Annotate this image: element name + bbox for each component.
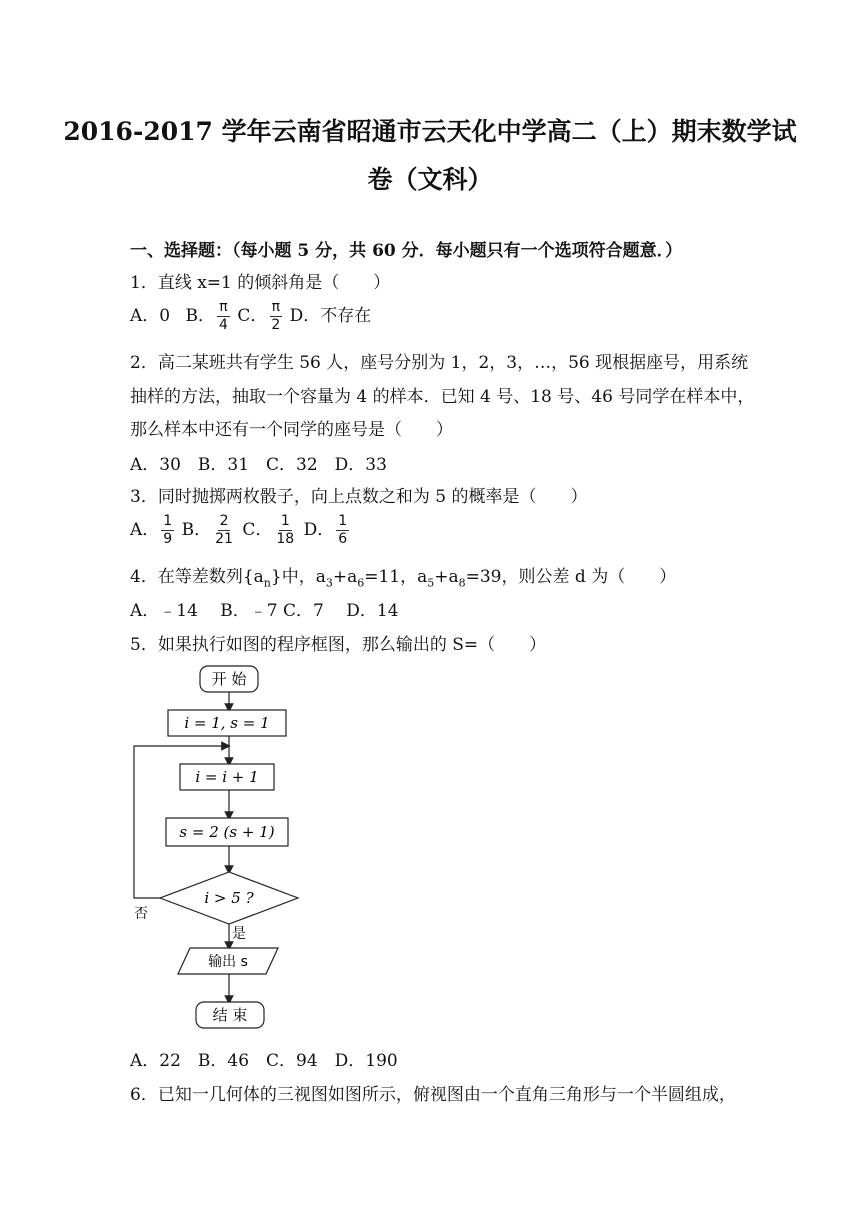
q4-sub-6: 6 (357, 576, 365, 590)
q4-stem (130, 562, 676, 589)
q1-stem: 1．直线 x=1 的倾斜角是（ ） (130, 273, 391, 293)
flow-inc-label: i = i + 1 (195, 768, 259, 786)
q1-b-den: 4 (219, 317, 228, 333)
q3-option-b: B． (181, 520, 212, 540)
q4-text-eq1: =11，a (364, 567, 428, 587)
q3-d-den: 6 (338, 531, 348, 547)
q2-line2: 抽样的方法，抽取一个容量为 4 的样本．已知 4 号、18 号、46 号同学在样本中， (130, 387, 755, 407)
flow-decision-label: i > 5 ? (204, 889, 254, 907)
q1-option-d: D．不存在 (289, 306, 372, 326)
q3-a-fraction (161, 514, 174, 547)
q3-a-num: 1 (163, 513, 173, 529)
q3-a-den: 9 (163, 531, 173, 547)
q4-sub-5: 5 (427, 576, 435, 590)
q4-sub-8: 8 (458, 576, 466, 590)
q1-option-b: B． (185, 306, 215, 326)
q3-c-den: 18 (276, 531, 295, 547)
flow-output-label: 输出 s (208, 954, 248, 970)
q4-text-mid: }中，a (270, 567, 326, 587)
q2-line1: 2．高二某班共有学生 56 人，座号分别为 1，2，3，…，56 现根据座号，用系统 (130, 353, 749, 373)
q3-d-fraction (336, 514, 349, 547)
q2-line3: 那么样本中还有一个同学的座号是（ ） (130, 420, 453, 440)
q4-text-plus2: +a (434, 567, 459, 587)
q1-c-num: π (271, 299, 281, 315)
q3-b-num: 2 (219, 513, 229, 529)
flow-init-label: i = 1, s = 1 (184, 714, 270, 732)
q6-line1: 6．已知一几何体的三视图如图所示，俯视图由一个直角三角形与一个半圆组成， (130, 1085, 736, 1105)
doc-title-line1: 2016-2017 学年云南省昭通市云天化中学高二（上）期末数学试 (63, 117, 797, 146)
q4-sub-3: 3 (325, 576, 333, 590)
q3-option-a: A． (130, 520, 160, 540)
q5-stem: 5．如果执行如图的程序框图，那么输出的 S=（ ） (130, 635, 547, 655)
doc-title-line2: 卷（文科） (367, 165, 493, 194)
q1-b-num: π (219, 299, 228, 315)
q4-text-pre: 4．在等差数列{a (130, 567, 264, 587)
q3-option-d: D． (303, 520, 335, 540)
q4-sub-n: n (263, 576, 271, 590)
q1-c-fraction (269, 300, 282, 333)
q4-text-plus1: +a (332, 567, 358, 587)
q1-option-c: C． (237, 306, 268, 326)
q4-text-eq2: =39，则公差 d 为（ ） (465, 567, 677, 587)
q1-b-fraction (217, 300, 230, 333)
q1-c-den: 2 (271, 317, 281, 333)
flow-end-label: 结 束 (212, 1006, 248, 1024)
flow-update-label: s = 2 (s + 1) (179, 823, 275, 841)
q3-stem: 3．同时抛掷两枚骰子，向上点数之和为 5 的概率是（ ） (130, 487, 588, 507)
q3-b-den: 21 (215, 531, 233, 547)
q3-options (130, 514, 351, 547)
flowchart (128, 662, 308, 1034)
flow-yes-label: 是 (232, 926, 246, 942)
section-heading: 一、选择题：（每小题 5 分，共 60 分．每小题只有一个选项符合题意．） (130, 241, 683, 261)
q1-option-a: A．0 (130, 306, 171, 326)
q4-options: A．﹣14 B．﹣7 C．7 D．14 (130, 601, 399, 621)
q3-b-fraction (213, 514, 235, 547)
flow-start-label: 开 始 (211, 670, 247, 688)
q2-options: A．30 B．31 C．32 D．33 (130, 455, 387, 475)
q3-c-fraction (274, 514, 296, 547)
q5-options: A．22 B．46 C．94 D．190 (130, 1051, 398, 1071)
q3-d-num: 1 (338, 513, 348, 529)
q3-c-num: 1 (280, 513, 290, 529)
flow-no-label: 否 (134, 906, 148, 922)
q3-option-c: C． (242, 520, 273, 540)
q1-options (130, 300, 371, 333)
